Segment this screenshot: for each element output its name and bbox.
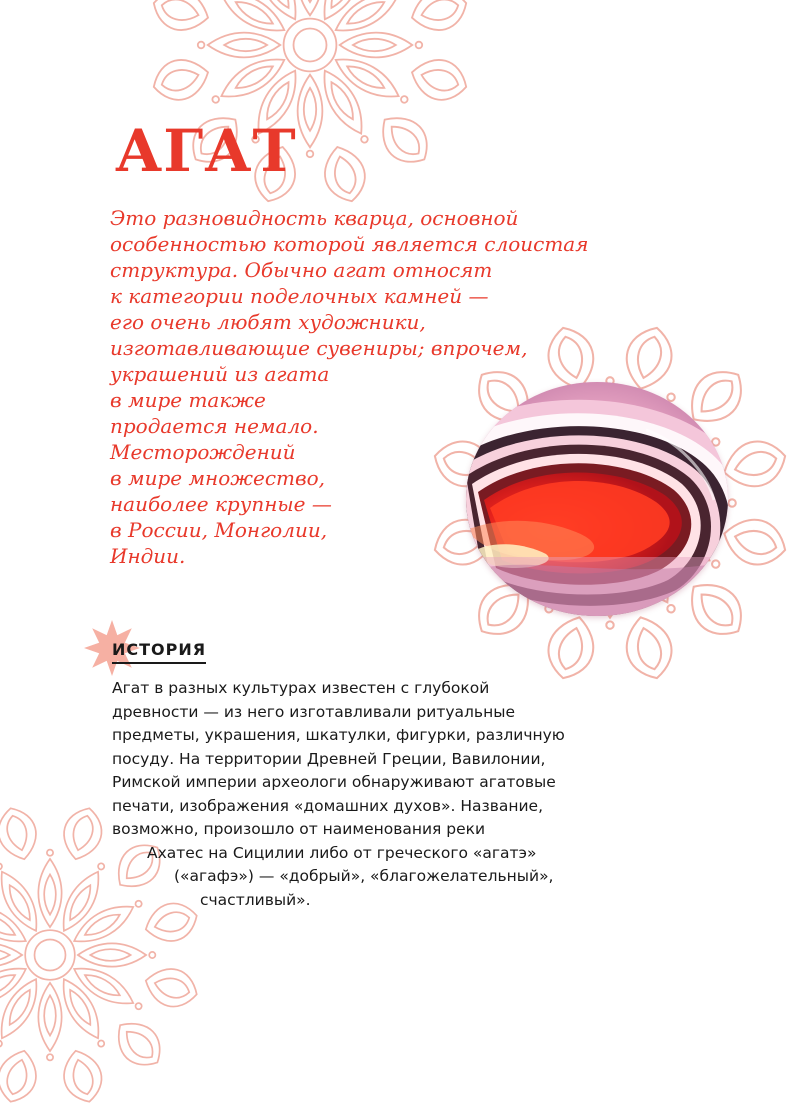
history-line: предметы, украшения, шкатулки, фигурки, различную xyxy=(112,726,565,744)
intro-line: продается немало. xyxy=(110,414,319,438)
agate-stone-image xyxy=(466,382,728,616)
history-line: возможно, произошло от наименования реки xyxy=(112,820,486,838)
intro-line: наиболее крупные — xyxy=(110,492,332,516)
intro-line: особенностью которой является слоистая xyxy=(110,232,589,256)
history-line: посуду. На территории Древней Греции, Вавилонии, xyxy=(112,749,546,768)
intro-line: структура. Обычно агат относят xyxy=(110,258,493,282)
history-line: («агафэ») — «добрый», «благожелательный», xyxy=(174,867,554,885)
intro-line: его очень любят художники, xyxy=(110,310,426,334)
history-line: Ахатес на Сицилии либо от греческого «агатэ» xyxy=(147,843,537,862)
history-line: счастливый». xyxy=(200,890,311,909)
history-line: печати, изображения «домашних духов». Название, xyxy=(112,796,544,815)
intro-line: изготавливающие сувениры; впрочем, xyxy=(110,336,528,360)
intro-line: Это разновидность кварца, основной xyxy=(110,206,519,230)
intro-line: Индии. xyxy=(110,544,186,568)
history-line: древности — из него изготавливали ритуальные xyxy=(112,702,515,721)
history-text xyxy=(112,677,565,912)
intro-line: украшений из агата xyxy=(110,362,330,386)
intro-line: в России, Монголии, xyxy=(110,518,328,542)
history-line: Римской империи археологи обнаруживают агатовые xyxy=(112,773,556,791)
page-title: АГАТ xyxy=(115,117,297,185)
intro-line: в мире также xyxy=(110,388,266,412)
history-heading: ИСТОРИЯ xyxy=(112,640,206,664)
history-line: Агат в разных культурах известен с глубокой xyxy=(112,679,490,697)
intro-line: в мире множество, xyxy=(110,466,326,490)
intro-line: Месторождений xyxy=(110,440,296,464)
intro-line: к категории поделочных камней — xyxy=(110,284,489,308)
